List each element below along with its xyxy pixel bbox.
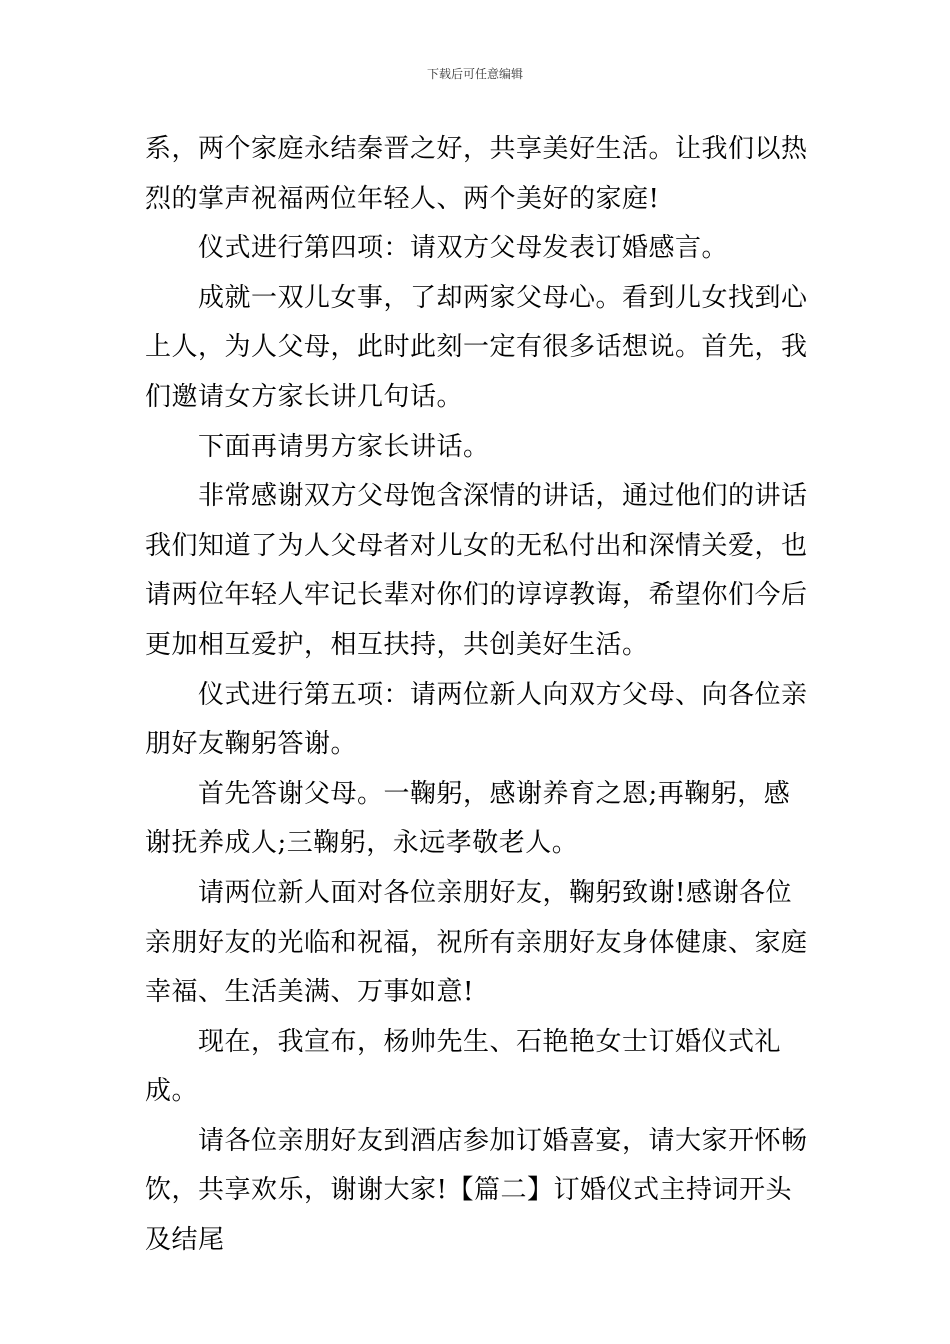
paragraph-continuation: 系，两个家庭永结秦晋之好，共享美好生活。让我们以热烈的掌声祝福两位年轻人、两个美好的家庭! (145, 134, 808, 214)
paragraph-bows-parents: 首先答谢父母。一鞠躬，感谢养育之恩;再鞠躬，感谢抚养成人;三鞠躬，永远孝敬老人。 (145, 778, 791, 859)
paragraph-parents-intro: 成就一双儿女事，了却两家父母心。看到儿女找到心上人，为人父母，此时此刻一定有很多话想说。首先，我们邀请女方家长讲几句话。 (145, 282, 808, 412)
paragraph-step-five: 仪式进行第五项：请两位新人向双方父母、向各位亲朋好友鞠躬答谢。 (145, 679, 808, 760)
page-header: 下载后可任意编辑 (426, 67, 523, 81)
paragraph-banquet-invite: 请各位亲朋好友到酒店参加订婚喜宴，请大家开怀畅饮，共享欢乐，谢谢大家!【篇二】订婚仪式主持词开头及结尾 (145, 1125, 808, 1256)
paragraph-thanks-parents: 非常感谢双方父母饱含深情的讲话，通过他们的讲话我们知道了为人父母者对儿女的无私付出和深情关爱，也请两位年轻人牢记长辈对你们的谆谆教诲，希望你们今后更加相互爱护，相互扶持，共创美好生活。 (145, 481, 808, 660)
paragraph-ceremony-complete: 现在，我宣布，杨帅先生、石艳艳女士订婚仪式礼成。 (145, 1026, 782, 1107)
paragraph-step-four: 仪式进行第四项：请双方父母发表订婚感言。 (198, 233, 729, 264)
document-body (145, 125, 809, 1266)
paragraph-bows-guests: 请两位新人面对各位亲朋好友，鞠躬致谢!感谢各位亲朋好友的光临和祝福，祝所有亲朋好友身体健康、家庭幸福、生活美满、万事如意! (145, 877, 808, 1008)
paragraph-groom-parents: 下面再请男方家长讲话。 (198, 431, 490, 462)
